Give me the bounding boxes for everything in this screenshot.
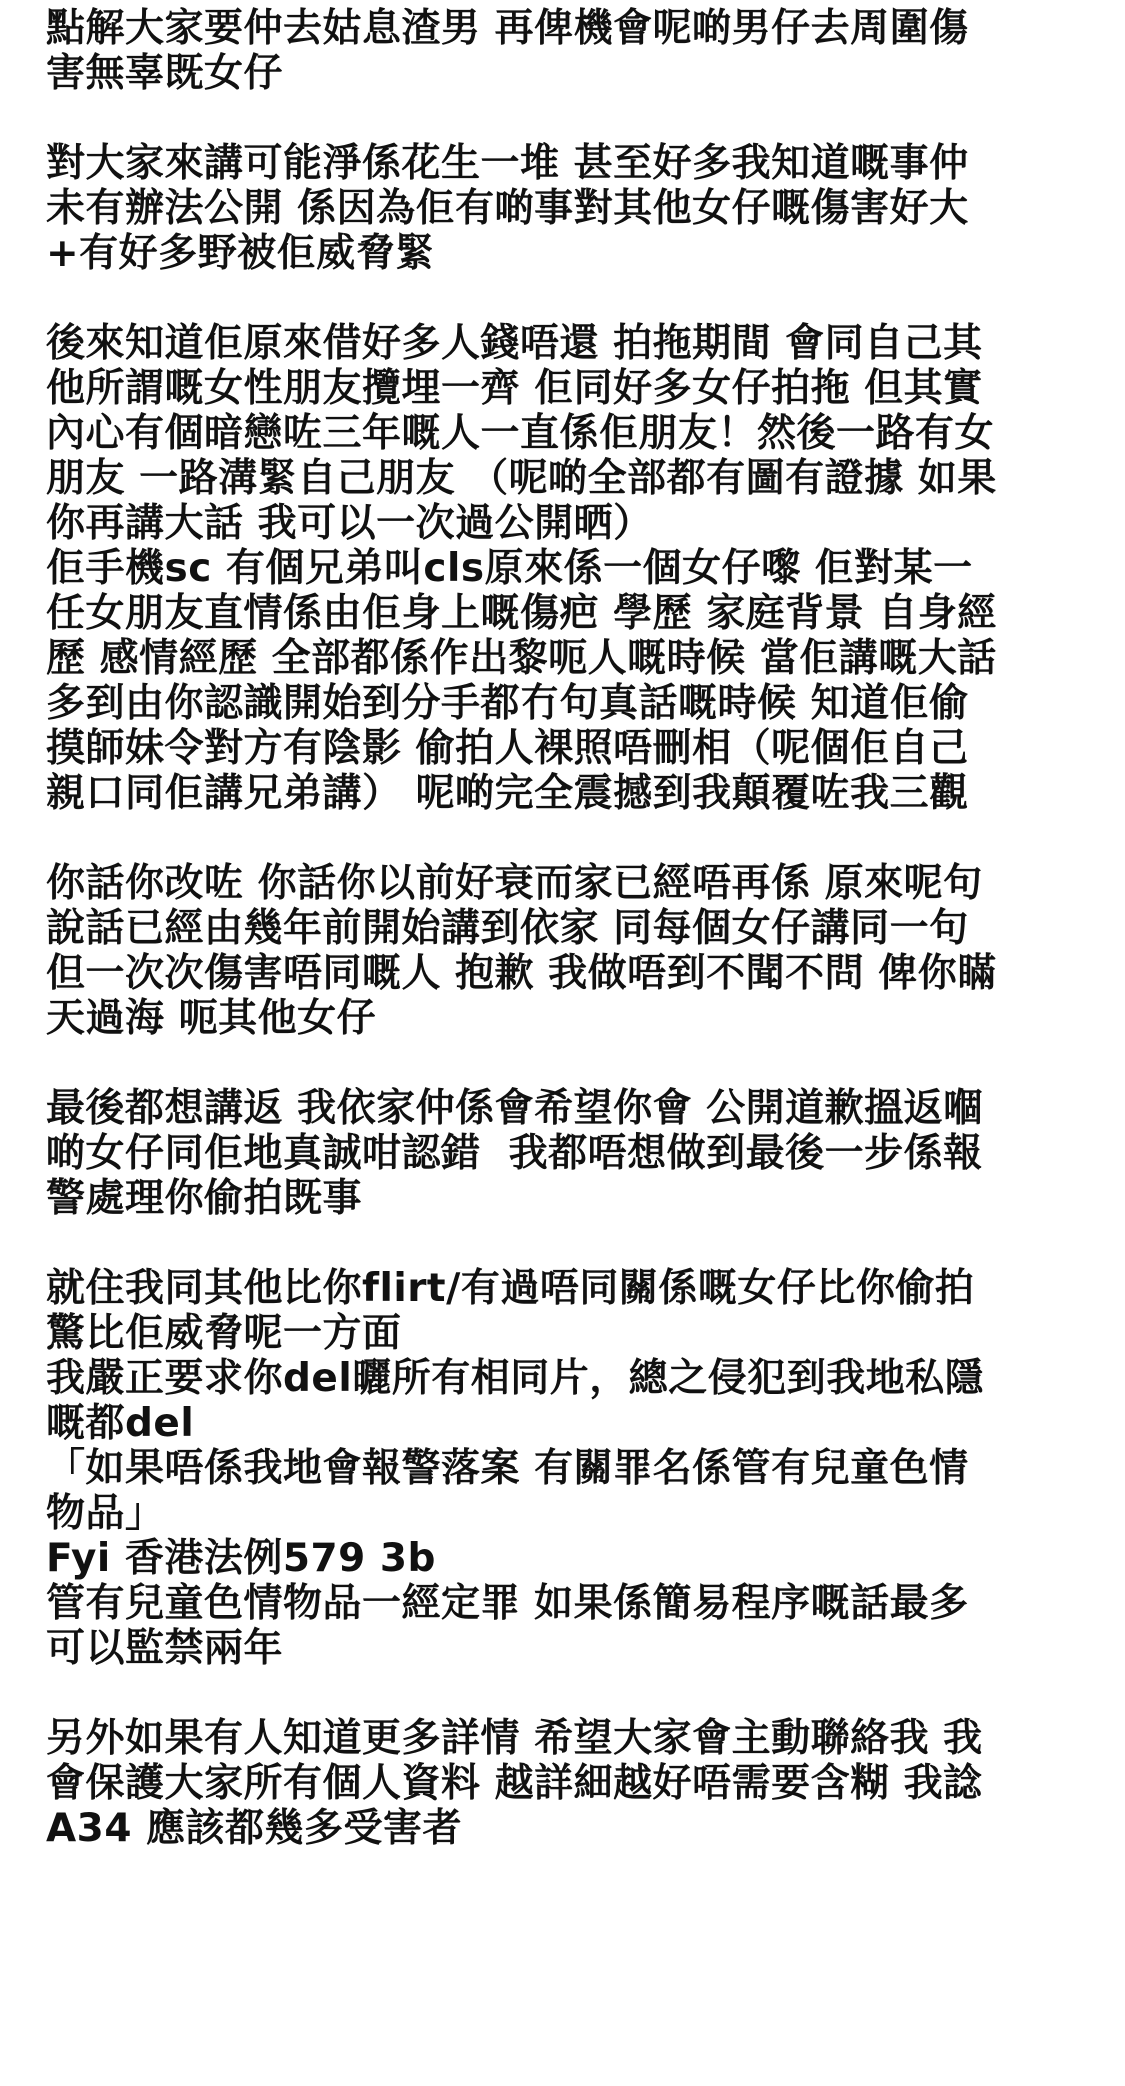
post-body — [46, 6, 1086, 1851]
paragraph-8: 我嚴正要求你del曬所有相同片，總之侵犯到我地私隱 嘅都del — [46, 1356, 985, 1446]
paragraph-7: 就住我同其他比你flirt/有過唔同關係嘅女仔比你偷拍 驚比佢威脅呢一方面 — [46, 1266, 975, 1356]
paragraph-10: Fyi 香港法例579 3b — [46, 1536, 436, 1581]
paragraph-3: 後來知道佢原來借好多人錢唔還 拍拖期間 會同自己其 他所謂嘅女性朋友攬埋一齊 佢同好多女仔拍拖 但其實 內心有個暗戀咗三年嘅人一直係佢朋友！然後一路有女 朋友 一路溝緊自己朋友 （呢啲全部都有圖有證據 如果 你再講大話 我可以一次過公開晒） — [46, 321, 997, 546]
paragraph-12: 另外如果有人知道更多詳情 希望大家會主動聯絡我 我 會保護大家所有個人資料 越詳細越好唔需要含糊 我諗 A34 應該都幾多受害者 — [46, 1716, 983, 1851]
paragraph-2: 對大家來講可能淨係花生一堆 甚至好多我知道嘅事仲 未有辦法公開 係因為佢有啲事對其他女仔嘅傷害好大 +有好多野被佢威脅緊 — [46, 141, 969, 276]
paragraph-6: 最後都想講返 我依家仲係會希望你會 公開道歉搵返嗰 啲女仔同佢地真誠咁認錯 我都唔想做到最後一步係報 警處理你偷拍既事 — [46, 1086, 983, 1221]
paragraph-11: 管有兒童色情物品一經定罪 如果係簡易程序嘅話最多 可以監禁兩年 — [46, 1581, 969, 1671]
paragraph-1: 點解大家要仲去姑息渣男 再俾機會呢啲男仔去周圍傷 害無辜既女仔 — [46, 6, 969, 96]
paragraph-9: 「如果唔係我地會報警落案 有關罪名係管有兒童色情 物品」 — [46, 1446, 969, 1536]
paragraph-4: 佢手機sc 有個兄弟叫cls原來係一個女仔嚟 佢對某一 任女朋友直情係由佢身上嘅傷疤 學歷 家庭背景 自身經 歷 感情經歷 全部都係作出黎呃人嘅時候 當佢講嘅大話 多到由你認識開始到分手都冇句真話嘅時候 知道佢偷 摸師妹令對方有陰影 偷拍人裸照唔刪相（呢個佢自己 親口同佢講兄弟講） 呢啲完全震撼到我顛覆咗我三觀 — [46, 546, 997, 816]
paragraph-5: 你話你改咗 你話你以前好衰而家已經唔再係 原來呢句 說話已經由幾年前開始講到依家 同每個女仔講同一句 但一次次傷害唔同嘅人 抱歉 我做唔到不聞不問 俾你瞞 天過海 呃其他女仔 — [46, 861, 997, 1041]
